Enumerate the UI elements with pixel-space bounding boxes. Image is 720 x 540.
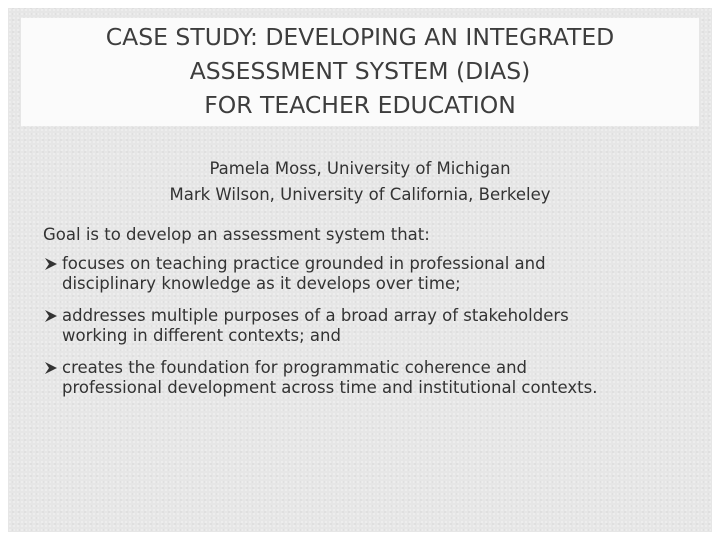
slide-title [0,20,720,122]
bullet-item [43,358,683,398]
arrowhead-bullet-icon [43,308,59,324]
goal-statement: Goal is to develop an assessment system that: [43,225,430,244]
arrowhead-bullet-icon [43,256,59,272]
bullet-item [43,306,683,346]
author-line-2: Mark Wilson, University of California, Berkeley [169,185,551,204]
title-line-3: FOR TEACHER EDUCATION [204,91,516,119]
title-line-2: ASSESSMENT SYSTEM (DIAS) [189,57,531,85]
bullet-line: creates the foundation for programmatic coherence and [62,358,528,377]
bullet-line: focuses on teaching practice grounded in professional and [62,254,546,273]
bullet-line: working in different contexts; and [62,326,341,345]
bullet-line: disciplinary knowledge as it develops over time; [62,274,461,293]
bullet-line: addresses multiple purposes of a broad array of stakeholders [62,306,569,325]
arrowhead-bullet-icon [43,360,59,376]
authors-block [0,156,720,208]
bullet-item [43,254,683,294]
title-line-1: CASE STUDY: DEVELOPING AN INTEGRATED [105,23,615,51]
slide-body [43,224,683,410]
bullet-line: professional development across time and institutional contexts. [62,378,598,397]
author-line-1: Pamela Moss, University of Michigan [209,159,511,178]
bullet-list [43,254,683,398]
